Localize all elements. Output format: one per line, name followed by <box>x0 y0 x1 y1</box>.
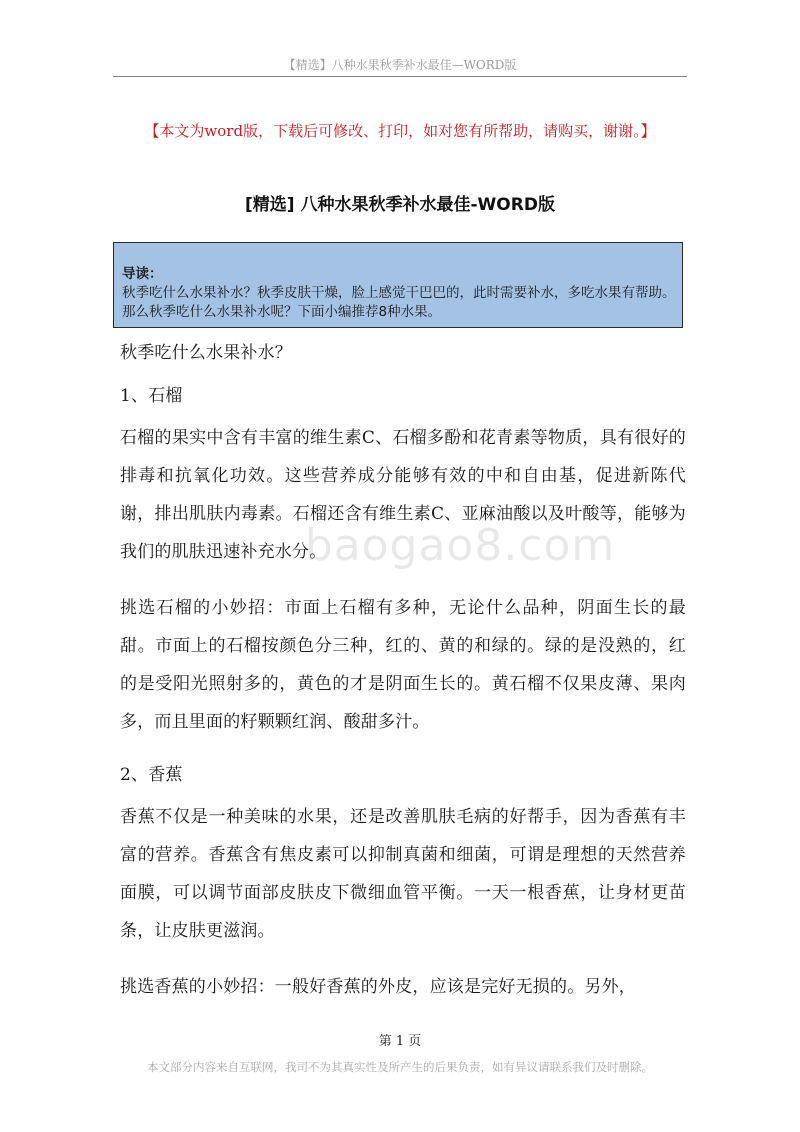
watermark: baogao8.com <box>304 520 616 571</box>
question-heading: 秋季吃什么水果补水？ <box>120 343 292 363</box>
page-number: 第 1 页 <box>378 1034 422 1049</box>
paragraph: 香蕉不仅是一种美味的水果，还是改善肌肤毛病的好帮手，因为香蕉有丰富的营养。香蕉含有焦皮素可以抑制真菌和细菌，可谓是理想的天然营养面膜，可以调节面部皮肤皮下微细血管平衡。一天一根香蕉，让身材更苗条，让皮肤更滋润。 <box>120 807 686 941</box>
intro-box <box>113 242 683 328</box>
section-heading-banana: 2、香蕉 <box>120 765 183 785</box>
footer-disclaimer: 本文部分内容来自互联网，我司不为其真实性及所产生的后果负责，如有异议请联系我们及时删除。 <box>147 1060 653 1074</box>
paragraph: 挑选石榴的小妙招：市面上石榴有多种，无论什么品种，阴面生长的最甜。市面上的石榴按颜色分三种，红的、黄的和绿的。绿的是没熟的，红的是受阳光照射多的，黄色的才是阴面生长的。黄石榴不仅果皮薄、果肉多，而且里面的籽颗颗红润、酸甜多汁。 <box>120 598 686 732</box>
paragraph: 石榴的果实中含有丰富的维生素C、石榴多酚和花青素等物质，具有很好的排毒和抗氧化功效。这些营养成分能够有效的中和自由基，促进新陈代谢，排出肌肤内毒素。石榴还含有维生素C、亚麻油酸以及叶酸等，能够为我们的肌肤迅速补充水分。 <box>120 428 686 562</box>
header-divider <box>113 76 687 77</box>
document-title: [精选] 八种水果秋季补水最佳-WORD版 <box>245 195 555 215</box>
section-heading-pomegranate: 1、石榴 <box>120 386 183 406</box>
intro-text: 秋季吃什么水果补水？秋季皮肤干燥，脸上感觉干巴巴的，此时需要补水，多吃水果有帮助。那么秋季吃什么水果补水呢？下面小编推荐8种水果。 <box>122 285 676 320</box>
purchase-notice: 【本文为word版，下载后可修改、打印，如对您有所帮助，请购买，谢谢。】 <box>144 122 656 140</box>
running-header: 【精选】八种水果秋季补水最佳—WORD版 <box>283 58 517 72</box>
paragraph: 挑选香蕉的小妙招：一般好香蕉的外皮，应该是完好无损的。另外， <box>120 977 636 997</box>
intro-label: 导读： <box>122 266 163 282</box>
